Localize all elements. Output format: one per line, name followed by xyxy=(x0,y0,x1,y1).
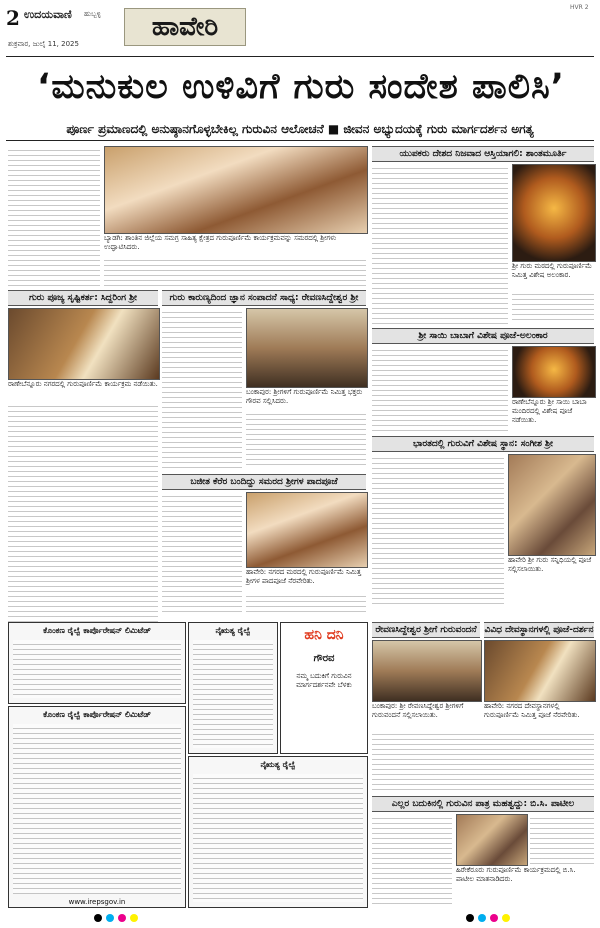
corner-tag: HVR 2 xyxy=(570,4,589,11)
print-mark-cyan xyxy=(106,914,114,922)
photo-caption: ಬಂಕಾಪುರ: ಶ್ರೀಗಳಿಗೆ ಗುರುಪೂರ್ಣಿಮೆ ನಿಮಿತ್ತ ಭಕ್ತರು ಗೌರವ ಸಲ್ಲಿಸಿದರು. xyxy=(246,388,363,405)
padapooja-photo xyxy=(246,492,368,568)
temple-photo xyxy=(484,640,596,702)
photo-caption: ಬ್ಯಾಡಗಿ: ಶಾಂತಿನ ಜಿಲ್ಲೆಯ ಸಮಗ್ರ ಸಾಹಿತ್ಯ ಕ್ಷೇತ್ರದ ಗುರುಪೂರ್ಣಿಮೆ ಕಾರ್ಯಕ್ರಮವನ್ನು ಸಮರದಲ್ಲಿ ಶ್ರೀಗಳು ಉದ್ಘಾಟಿಸಿದರು. xyxy=(104,234,337,251)
ad-text xyxy=(13,724,181,894)
section-title: ವಿವಿಧ ದೇವಸ್ಥಾನಗಳಲ್ಲಿ ಪೂಜೆ-ದರ್ಶನ xyxy=(484,622,594,638)
photo-caption: ಹಾವೇರಿ: ನಗರದ ಮಠದಲ್ಲಿ ಗುರುಪೂರ್ಣಿಮೆ ನಿಮಿತ್ತ ಶ್ರೀಗಳ ಪಾದಪೂಜೆ ನೆರವೇರಿತು. xyxy=(246,568,362,585)
article-text-block xyxy=(372,164,508,324)
article-text-block xyxy=(246,410,366,468)
print-mark-cyan xyxy=(478,914,486,922)
ad-title: ನೈಋತ್ಯ ರೈಲ್ವೆ xyxy=(215,626,251,635)
ceremony-photo xyxy=(104,146,368,234)
ad-text xyxy=(13,640,181,698)
article-text-block xyxy=(8,146,100,286)
article-text-block xyxy=(8,402,158,758)
ad-title: ಕೊಂಕಣ ರೈಲ್ವೆ ಕಾರ್ಪೊರೇಷನ್ ಲಿಮಿಟೆಡ್ xyxy=(43,710,151,719)
main-headline: ‘ಮನುಕುಲ ಉಳಿವಿಗೆ ಗುರು ಸಂದೇಶ ಪಾಲಿಸಿ’ xyxy=(37,67,565,107)
article-text-block xyxy=(372,454,504,604)
photo-caption: ರಾಣೇಬೆನ್ನೂರು ನಗರದಲ್ಲಿ ಗುರುಪೂರ್ಣಿಮೆ ಕಾರ್ಯಕ್ರಮ ನಡೆಯಿತು. xyxy=(8,380,158,388)
print-mark-magenta xyxy=(118,914,126,922)
ad-sw-railway-2 xyxy=(188,756,368,908)
article-text-block xyxy=(104,256,366,286)
ad-website[interactable]: www.irepsgov.in xyxy=(68,898,126,906)
section-title: ಭಾರತದಲ್ಲಿ ಗುರುವಿಗೆ ವಿಶೇಷ ಸ್ಥಾನ: ಸಂಗೀಶ ಶ್ರೀ xyxy=(372,436,594,452)
ad-sw-railway-1 xyxy=(188,622,278,754)
section-title: ಎಲ್ಲರ ಬದುಕಿನಲ್ಲಿ ಗುರುವಿನ ಪಾತ್ರ ಮಹತ್ವದ್ದು: ಬಿ.ಸಿ. ಪಾಟೀಲ xyxy=(372,796,594,812)
photo-caption: ಹಿರೇಕೆರೂರು ಗುರುಪೂರ್ಣಿಮೆ ಕಾರ್ಯಕ್ರಮದಲ್ಲಿ ಬಿ.ಸಿ. ಪಾಟೀಲ ಮಾತನಾಡಿದರು. xyxy=(456,866,576,883)
article-text-block xyxy=(530,814,594,864)
group-photo xyxy=(246,308,368,388)
shrine-photo xyxy=(512,164,596,262)
section-title: ಬಜೀತ ಕೆರೆರ ಬಂದಿದ್ದು ಸಮರದ ಶ್ರೀಗಳ ಪಾದಪೂಜೆ xyxy=(162,474,366,490)
hani-dani-logo: ಹನಿ ದನಿ xyxy=(304,627,344,643)
article-text-block xyxy=(372,346,508,432)
patil-photo xyxy=(456,814,528,866)
edition-label: ಹಾವೇರಿ xyxy=(124,8,246,46)
date-line: ಶುಕ್ರವಾರ, ಜುಲೈ 11, 2025 xyxy=(8,40,79,48)
guruvandane-photo xyxy=(372,640,482,702)
print-mark-yellow xyxy=(502,914,510,922)
sub-headline: ಪೂರ್ಣ ಪ್ರಮಾಣದಲ್ಲಿ ಅನುಷ್ಠಾನಗೊಳ್ಳಬೇಕಿಲ್ಲ ಗುರುವಿನ ಆಲೋಚನೆ ■ ಜೀವನ ಅಭ್ಯುದಯಕ್ಕೆ ಗುರು ಮಾರ್ಗದರ್ಶನ ಅಗತ್ಯ xyxy=(66,122,534,136)
photo-caption: ಹಾವೇರಿ ಶ್ರೀ ಗುರು ಸನ್ನಿಧಿಯಲ್ಲಿ ಪೂಜೆ ಸಲ್ಲಿಸಲಾಯಿತು. xyxy=(508,556,592,573)
section-title: ಗುರು ಕಾರುಣ್ಯದಿಂದ ಜ್ಞಾನ ಸಂಪಾದನೆ ಸಾಧ್ಯ: ರೇವಣಸಿದ್ದೇಶ್ವರ ಶ್ರೀ xyxy=(162,290,366,306)
hani-dani-body: ನಮ್ಮ ಬದುಕಿಗೆ ಗುರುವಿನ ಮಾರ್ಗದರ್ಶನವೇ ಬೆಳಕು xyxy=(296,672,352,689)
ad-title: ನೈಋತ್ಯ ರೈಲ್ವೆ xyxy=(260,760,296,769)
event-photo xyxy=(8,308,160,380)
section-title: ಶ್ರೀ ಸಾಯಿ ಬಾಬಾಗೆ ವಿಶೇಷ ಪೂಜೆ-ಅಲಂಕಾರ xyxy=(372,328,594,344)
photo-caption: ಶ್ರೀ ಗುರು ಮಠದಲ್ಲಿ ಗುರುಪೂರ್ಣಿಮೆ ನಿಮಿತ್ತ ವಿಶೇಷ ಅಲಂಕಾರ. xyxy=(512,262,592,279)
section-title: ಯುಪಕರು ದೇಶದ ನಿಜವಾದ ಆಸ್ತಿಯಾಗಲಿ: ಶಾಂತಮೂರ್ತಿ xyxy=(372,146,594,162)
print-mark-yellow xyxy=(130,914,138,922)
photo-caption: ರಾಣೇಬೆನ್ನೂರು ಶ್ರೀ ಸಾಯಿ ಬಾಬಾ ಮಂದಿರದಲ್ಲಿ ವಿಶೇಷ ಪೂಜೆ ನಡೆಯಿತು. xyxy=(512,398,587,424)
paper-sub: ಹುಬ್ಬಳ್ಳಿ xyxy=(84,10,101,18)
ad-konkan-railway-1 xyxy=(8,622,186,704)
article-text-block xyxy=(372,814,452,906)
ad-text xyxy=(193,774,363,902)
print-mark-magenta xyxy=(490,914,498,922)
hani-dani-box xyxy=(280,622,368,754)
print-mark-black xyxy=(466,914,474,922)
masthead-rule xyxy=(6,56,594,57)
article-text-block xyxy=(512,290,594,324)
section-title: ರೇವಣಸಿದ್ದೇಶ್ವರ ಶ್ರೀಗೆ ಗುರುವಂದನೆ xyxy=(372,622,480,638)
paper-name: ಉದಯವಾಣಿ xyxy=(24,8,72,21)
headline-rule xyxy=(6,140,594,141)
ad-text xyxy=(193,640,273,748)
swamiji-photo xyxy=(508,454,596,556)
article-text-block xyxy=(372,730,594,790)
section-title: ಗುರು ಪೂಜ್ಯ ಸೃಷ್ಟಿಕರ್ತ: ಸಿದ್ದರಿಂಗ ಶ್ರೀ xyxy=(8,290,158,306)
ad-konkan-railway-2 xyxy=(8,706,186,908)
hani-dani-heading: ಗೌರವ xyxy=(313,653,335,664)
print-mark-black xyxy=(94,914,102,922)
page-number: 2 xyxy=(6,6,20,30)
article-text-block xyxy=(162,492,242,616)
photo-caption: ಬಂಕಾಪುರ: ಶ್ರೀ ರೇವಣಸಿದ್ದೇಶ್ವರ ಶ್ರೀಗಳಿಗೆ ಗುರುವಂದನೆ ಸಲ್ಲಿಸಲಾಯಿತು. xyxy=(372,702,464,719)
ad-title: ಕೊಂಕಣ ರೈಲ್ವೆ ಕಾರ್ಪೊರೇಷನ್ ಲಿಮಿಟೆಡ್ xyxy=(43,626,151,635)
article-text-block xyxy=(246,592,366,616)
article-text-block xyxy=(162,308,242,468)
photo-caption: ಹಾವೇರಿ: ನಗರದ ದೇವಸ್ಥಾನಗಳಲ್ಲಿ ಗುರುಪೂರ್ಣಿಮೆ ನಿಮಿತ್ತ ಪೂಜೆ ನೆರವೇರಿತು. xyxy=(484,702,580,719)
sai-baba-photo xyxy=(512,346,596,398)
